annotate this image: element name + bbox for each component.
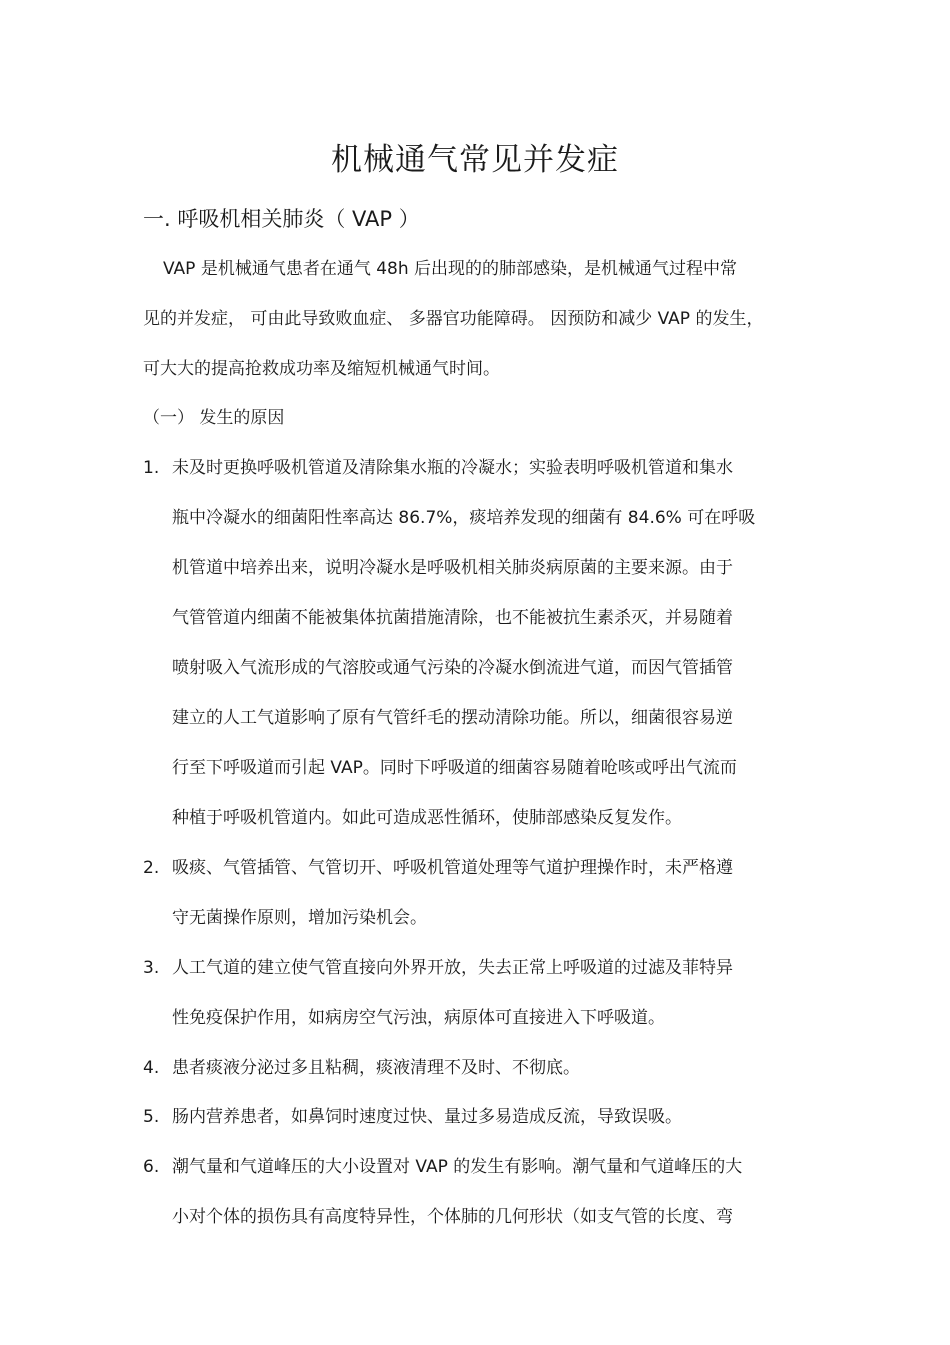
list-item-line: 机管道中培养出来，说明冷凝水是呼吸机相关肺炎病原菌的主要来源。由于 xyxy=(172,558,733,578)
list-item-line: 小对个体的损伤具有高度特异性，个体肺的几何形状（如支气管的长度、弯 xyxy=(172,1207,733,1227)
list-item-line: 守无菌操作原则，增加污染机会。 xyxy=(172,908,427,928)
subheading-causes: （一） 发生的原因 xyxy=(143,408,285,428)
list-item-line: 行至下呼吸道而引起 VAP。同时下呼吸道的细菌容易随着呛咳或呼出气流而 xyxy=(172,758,737,778)
list-item-number: 6. xyxy=(143,1157,160,1177)
list-item-line: 种植于呼吸机管道内。如此可造成恶性循环，使肺部感染反复发作。 xyxy=(172,808,682,828)
list-item-number: 3. xyxy=(143,958,160,978)
list-item-line: 瓶中冷凝水的细菌阳性率高达 86.7%，痰培养发现的细菌有 84.6% 可在呼吸 xyxy=(172,508,756,528)
list-item-line: 患者痰液分泌过多且粘稠，痰液清理不及时、不彻底。 xyxy=(172,1058,580,1078)
list-item-number: 1. xyxy=(143,458,160,478)
list-item-line: 气管管道内细菌不能被集体抗菌措施清除，也不能被抗生素杀灭，并易随着 xyxy=(172,608,733,628)
list-item-line: 未及时更换呼吸机管道及清除集水瓶的冷凝水；实验表明呼吸机管道和集水 xyxy=(172,458,733,478)
intro-line: VAP 是机械通气患者在通气 48h 后出现的的肺部感染，是机械通气过程中常 xyxy=(163,259,738,279)
document-title: 机械通气常见并发症 xyxy=(331,142,619,178)
list-item-number: 4. xyxy=(143,1058,160,1078)
list-item-line: 建立的人工气道影响了原有气管纤毛的摆动清除功能。所以，细菌很容易逆 xyxy=(172,708,733,728)
list-item-line: 性免疫保护作用，如病房空气污浊，病原体可直接进入下呼吸道。 xyxy=(172,1008,665,1028)
intro-line: 见的并发症， 可由此导致败血症、 多器官功能障碍。 因预防和减少 VAP 的发生， xyxy=(143,309,764,329)
list-item-number: 5. xyxy=(143,1107,160,1127)
list-item-line: 潮气量和气道峰压的大小设置对 VAP 的发生有影响。潮气量和气道峰压的大 xyxy=(172,1157,743,1177)
list-item-line: 肠内营养患者，如鼻饲时速度过快、量过多易造成反流，导致误吸。 xyxy=(172,1107,682,1127)
list-item-line: 喷射吸入气流形成的气溶胶或通气污染的冷凝水倒流进气道，而因气管插管 xyxy=(172,658,733,678)
list-item-line: 人工气道的建立使气管直接向外界开放，失去正常上呼吸道的过滤及菲特异 xyxy=(172,958,733,978)
list-item-number: 2. xyxy=(143,858,160,878)
section-heading-vap: 一. 呼吸机相关肺炎（ VAP ） xyxy=(143,207,420,231)
list-item-line: 吸痰、气管插管、气管切开、呼吸机管道处理等气道护理操作时，未严格遵 xyxy=(172,858,733,878)
intro-line: 可大大的提高抢救成功率及缩短机械通气时间。 xyxy=(143,359,500,379)
